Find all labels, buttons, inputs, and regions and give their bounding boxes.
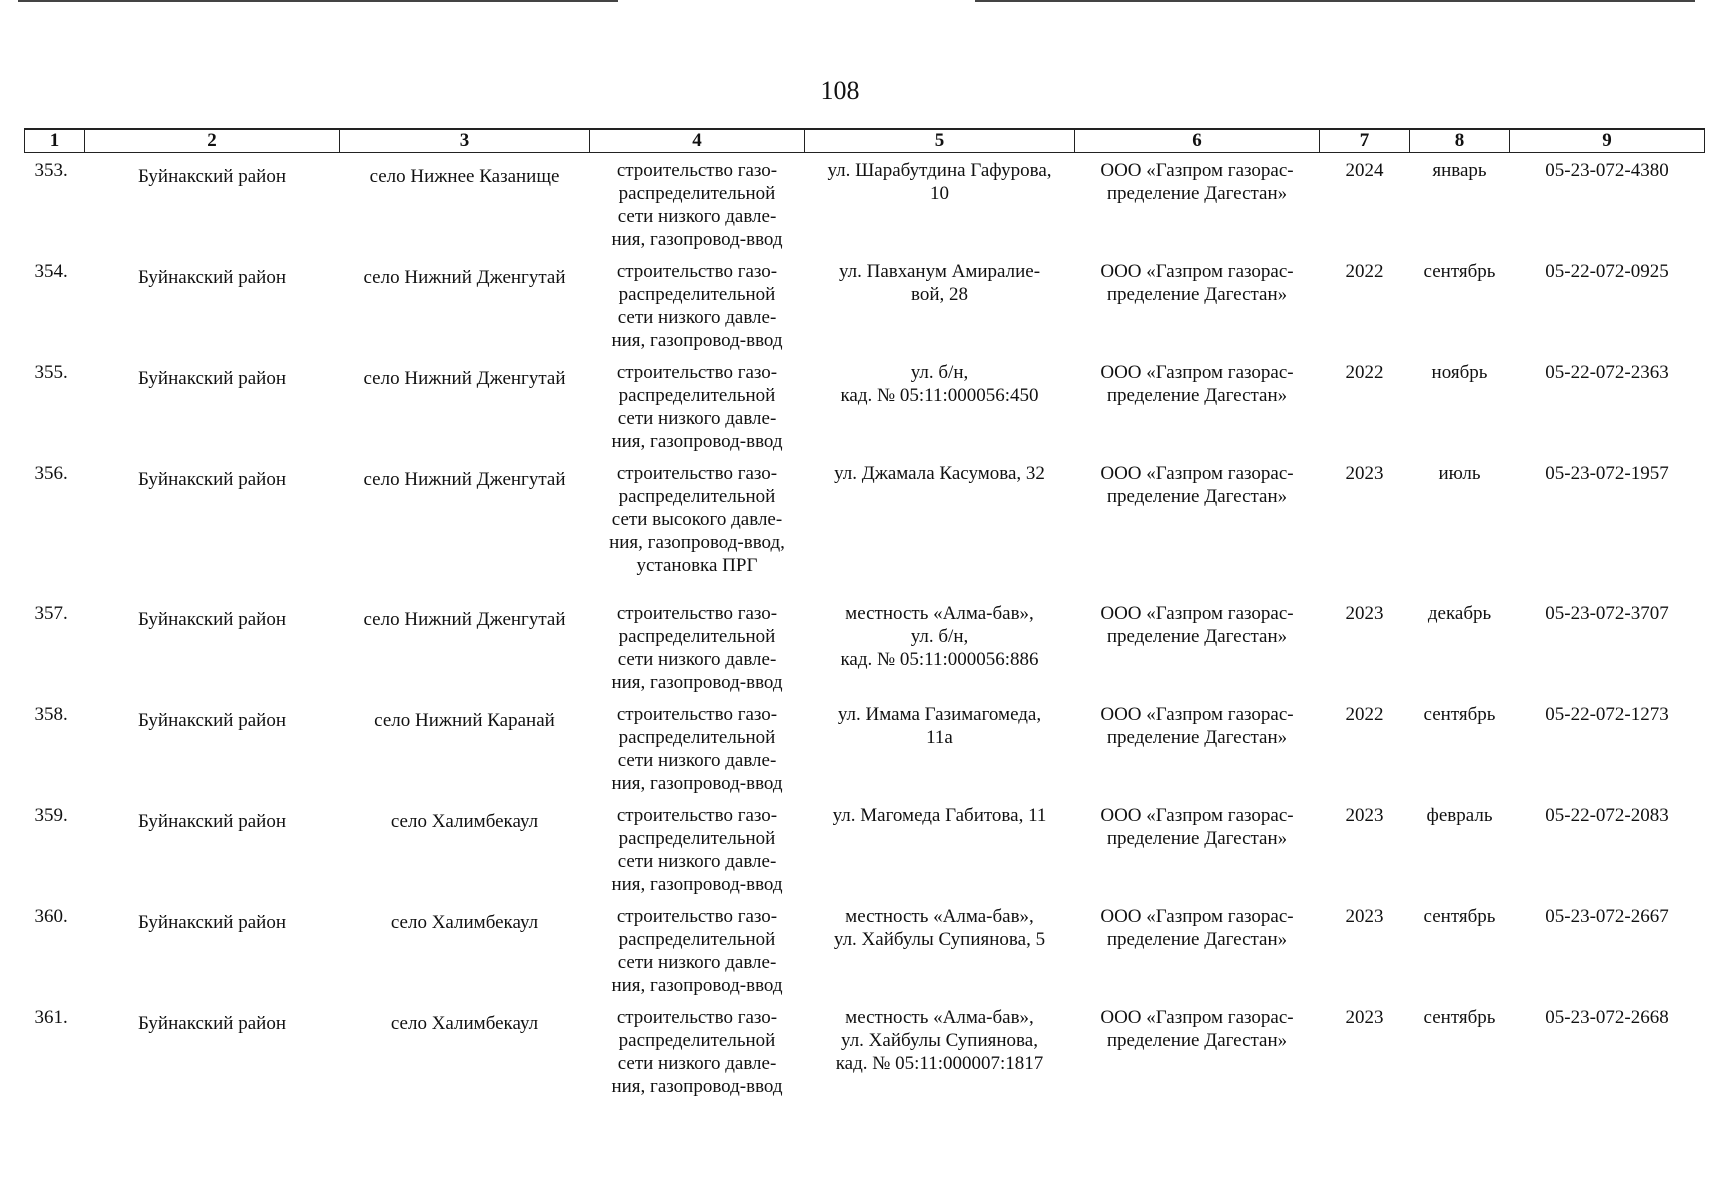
work-cell: строительство газо- распределительной сети высокого давле- ния, газопровод-ввод, установка ПРГ [609,462,785,576]
organization-cell: ООО «Газпром газорас- пределение Дагестан» [1100,602,1294,647]
row-number: 355. [34,361,68,383]
code-cell: 05-22-072-2363 [1545,361,1669,383]
settlement-cell: село Халимбекаул [390,911,539,933]
district-cell: Буйнакский район [138,266,286,288]
table-row [25,697,1705,798]
column-header: 1 [25,129,85,153]
row-number: 353. [34,160,68,181]
code-cell: 05-23-072-3707 [1545,602,1669,624]
code-cell: 05-23-072-4380 [1545,160,1669,181]
work-cell: строительство газо- распределительной сети низкого давле- ния, газопровод-ввод [611,160,783,250]
settlement-cell: село Нижний Каранай [374,709,555,731]
code-cell: 05-23-072-2667 [1545,905,1669,927]
organization-cell: ООО «Газпром газорас- пределение Дагестан» [1100,361,1294,406]
scan-edge-line [975,0,1695,2]
row-number: 361. [34,1006,68,1028]
organization-cell: ООО «Газпром газорас- пределение Дагестан» [1100,260,1294,305]
work-cell: строительство газо- распределительной сети низкого давле- ния, газопровод-ввод [611,703,783,794]
column-header: 7 [1320,129,1410,153]
scan-edge-line [18,0,618,2]
table-row [25,596,1705,697]
work-cell: строительство газо- распределительной сети низкого давле- ния, газопровод-ввод [611,602,783,693]
district-cell: Буйнакский район [138,810,286,832]
organization-cell: ООО «Газпром газорас- пределение Дагестан» [1100,804,1294,849]
month-cell: сентябрь [1423,703,1496,725]
table-row [25,153,1705,254]
month-cell: июль [1438,462,1481,484]
organization-cell: ООО «Газпром газорас- пределение Дагестан» [1100,1006,1294,1051]
code-cell: 05-22-072-1273 [1545,703,1669,725]
code-cell: 05-22-072-0925 [1545,260,1669,282]
year-cell: 2023 [1345,804,1384,826]
table-row [25,1000,1705,1101]
district-cell: Буйнакский район [138,367,286,389]
address-cell: ул. Магомеда Габитова, 11 [832,804,1047,826]
column-header: 9 [1510,129,1705,153]
address-cell: ул. Шарабутдина Гафурова, 10 [827,160,1052,204]
year-cell: 2024 [1345,160,1384,181]
address-cell: местность «Алма-бав», ул. Хайбулы Супиянова, кад. № 05:11:000007:1817 [835,1006,1044,1074]
table-row [25,798,1705,899]
table-row [25,355,1705,456]
column-header: 4 [590,129,805,153]
month-cell: сентябрь [1423,905,1496,927]
row-number: 354. [34,260,68,282]
month-cell: январь [1432,160,1487,181]
year-cell: 2022 [1345,361,1384,383]
code-cell: 05-22-072-2083 [1545,804,1669,826]
year-cell: 2022 [1345,703,1384,725]
address-cell: ул. Имама Газимагомеда, 11а [837,703,1042,748]
row-number: 360. [34,905,68,927]
table-row [25,254,1705,355]
district-cell: Буйнакский район [138,709,286,731]
settlement-cell: село Нижний Дженгутай [363,468,566,490]
district-cell: Буйнакский район [138,1012,286,1034]
month-cell: сентябрь [1423,1006,1496,1028]
month-cell: ноябрь [1431,361,1488,383]
address-cell: ул. Джамала Касумова, 32 [834,462,1045,484]
row-number: 358. [34,703,68,725]
column-header: 8 [1410,129,1510,153]
table-row [25,899,1705,1000]
settlement-cell: село Нижнее Казанище [369,166,560,187]
year-cell: 2023 [1345,1006,1384,1028]
district-cell: Буйнакский район [138,468,286,490]
organization-cell: ООО «Газпром газорас- пределение Дагестан» [1100,703,1294,748]
organization-cell: ООО «Газпром газорас- пределение Дагестан» [1100,905,1294,950]
settlement-cell: село Халимбекаул [390,1012,539,1034]
column-header: 2 [85,129,340,153]
address-cell: местность «Алма-бав», ул. б/н, кад. № 05:11:000056:886 [840,602,1039,670]
settlement-cell: село Нижний Дженгутай [363,608,566,630]
column-header: 3 [340,129,590,153]
code-cell: 05-23-072-2668 [1545,1006,1669,1028]
column-header: 6 [1075,129,1320,153]
settlement-cell: село Нижний Дженгутай [363,367,566,389]
row-number: 357. [34,602,68,624]
code-cell: 05-23-072-1957 [1545,462,1669,484]
gasification-table [24,128,1704,1101]
work-cell: строительство газо- распределительной сети низкого давле- ния, газопровод-ввод [611,260,783,351]
work-cell: строительство газо- распределительной сети низкого давле- ния, газопровод-ввод [611,905,783,996]
district-cell: Буйнакский район [138,166,286,187]
page-number: 108 [820,76,860,105]
organization-cell: ООО «Газпром газорас- пределение Дагестан» [1100,462,1294,507]
district-cell: Буйнакский район [138,911,286,933]
year-cell: 2022 [1345,260,1384,282]
address-cell: ул. Павханум Амиралие- вой, 28 [838,260,1041,305]
address-cell: ул. б/н, кад. № 05:11:000056:450 [840,361,1039,406]
year-cell: 2023 [1345,602,1384,624]
year-cell: 2023 [1345,462,1384,484]
month-cell: сентябрь [1423,260,1496,282]
column-number-header [25,129,1705,153]
table-row [25,456,1705,596]
organization-cell: ООО «Газпром газорас- пределение Дагестан» [1100,160,1294,204]
row-number: 356. [34,462,68,484]
settlement-cell: село Нижний Дженгутай [363,266,566,288]
work-cell: строительство газо- распределительной сети низкого давле- ния, газопровод-ввод [611,804,783,895]
year-cell: 2023 [1345,905,1384,927]
month-cell: декабрь [1427,602,1492,624]
address-cell: местность «Алма-бав», ул. Хайбулы Супиянова, 5 [833,905,1046,950]
column-header: 5 [805,129,1075,153]
district-cell: Буйнакский район [138,608,286,630]
row-number: 359. [34,804,68,826]
work-cell: строительство газо- распределительной сети низкого давле- ния, газопровод-ввод [611,1006,783,1097]
settlement-cell: село Халимбекаул [390,810,539,832]
month-cell: февраль [1426,804,1493,826]
work-cell: строительство газо- распределительной сети низкого давле- ния, газопровод-ввод [611,361,783,452]
